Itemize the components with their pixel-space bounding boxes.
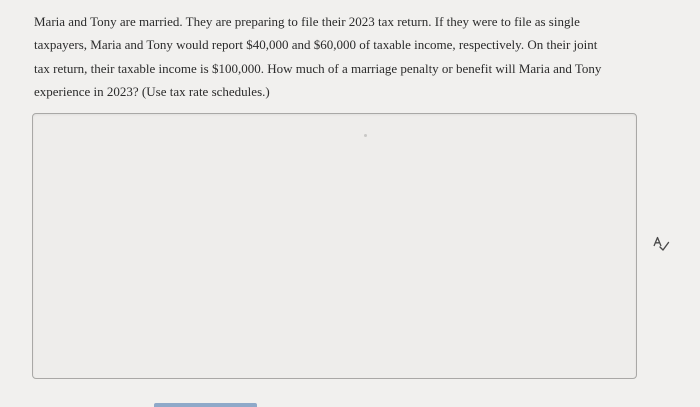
cursor-dot xyxy=(364,134,367,137)
bottom-tab-indicator[interactable] xyxy=(154,403,257,407)
question-line-1: Maria and Tony are married. They are preparing to file their 2023 tax return. If they were to file as single xyxy=(34,14,580,29)
answer-textarea[interactable] xyxy=(32,113,637,379)
question-line-4: experience in 2023? (Use tax rate schedules.) xyxy=(34,83,270,99)
question-line-3: tax return, their taxable income is $100,000. How much of a marriage penalty or benefit will Maria and Tony xyxy=(34,60,602,76)
question-line-2: taxpayers, Maria and Tony would report $40,000 and $60,000 of taxable income, respectively. On their joint xyxy=(34,37,598,53)
question-text xyxy=(34,10,646,103)
spellcheck-icon[interactable] xyxy=(652,236,670,252)
